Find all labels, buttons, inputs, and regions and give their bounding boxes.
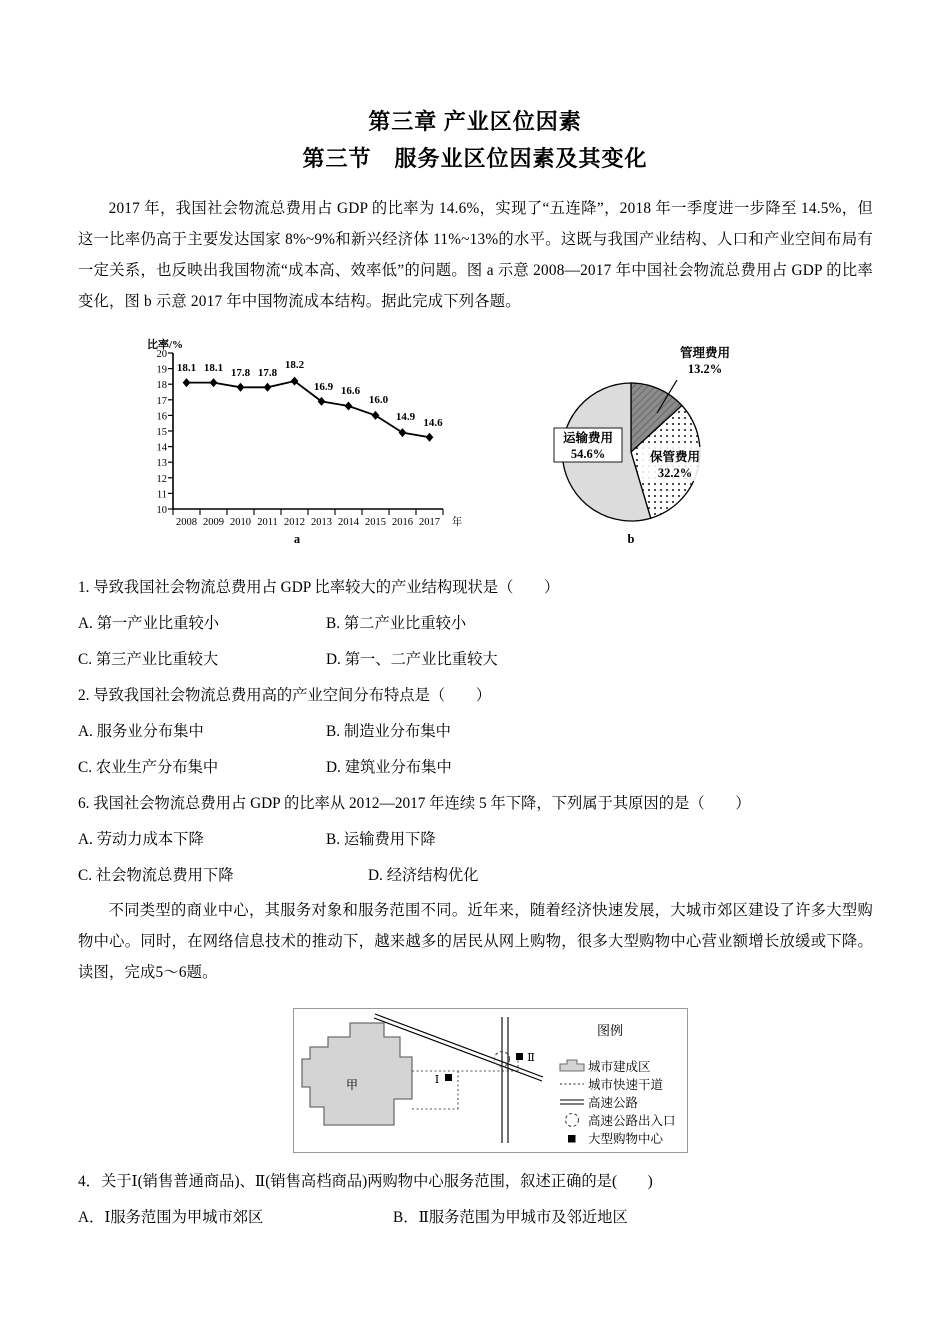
y-tick-18: 18 [156,380,167,392]
line-chart-ylabel: 比率/% [147,339,184,351]
y-tick-19: 19 [156,364,167,376]
figure-b-pie-chart [520,337,790,547]
legend-item-expressway [560,1095,639,1110]
question-1-stem: 1. 导致我国社会物流总费用占 GDP 比率较大的产业结构现状是（ ） [78,579,560,596]
expressway-vertical [502,1017,508,1143]
question-6-option-d[interactable]: D. 经济结构优化 [368,867,479,884]
data-label-2017: 14.6 [423,417,443,429]
data-label-2011: 17.8 [257,367,278,379]
data-label-2014: 16.6 [340,385,361,397]
pie-label-storage-name: 保管费用 [649,450,701,464]
y-tick-11: 11 [156,489,167,501]
question-1-option-b[interactable]: B. 第二产业比重较小 [326,615,467,632]
x-tick-2012: 2012 [284,517,305,528]
legend-item-expressway-entrance [566,1113,676,1128]
built-up-area-shape [302,1023,412,1125]
intro-paragraph: 2017 年，我国社会物流总费用占 GDP 的比率为 14.6%，实现了“五连降”，2018 年一季度进一步降至 14.5%，但这一比率仍高于主要发达国家 8%~9%和新兴经济体 11%~13%的水平。这既与我国产业结构、人口和产业空间布局有一定关系，也反映出我国物流“成本高、效率低”的问题。图 a 示意 2008—2017 年中国社会物流总费用占 GDP 的比率变化，图 b 示意 2017 年中国物流成本结构。据此完成下列各题。 [78,200,873,310]
question-1-option-c[interactable]: C. 第三产业比重较大 [78,651,219,668]
data-label-2016: 14.9 [395,411,416,423]
x-tick-2013: 2013 [311,517,332,528]
question-6-option-c[interactable]: C. 社会物流总费用下降 [78,867,234,884]
x-tick-2011: 2011 [257,517,278,528]
data-label-2010: 17.8 [230,367,251,379]
question-4-option-a[interactable]: A．Ⅰ服务范围为甲城市郊区 [78,1209,264,1226]
x-tick-2016: 2016 [392,517,413,528]
mall-2-label: Ⅱ [527,1052,535,1064]
legend-item-shopping-center [568,1131,664,1146]
mall-1-label: Ⅰ [434,1074,440,1086]
x-tick-2014: 2014 [338,517,359,528]
question-6-option-b[interactable]: B. 运输费用下降 [326,831,436,848]
chapter-title: 第三章 产业区位因素 [368,109,582,134]
data-label-2012: 18.2 [284,359,305,371]
y-tick-10: 10 [156,505,167,516]
legend-label-shopping-center: 大型购物中心 [588,1132,664,1146]
data-label-2008: 18.1 [176,362,197,374]
figure-a-line-chart [145,337,475,547]
x-tick-2009: 2009 [203,517,224,528]
pie-label-management-name: 管理费用 [679,346,731,360]
city-label-jia: 甲 [345,1078,359,1092]
line-chart-x-ticks [173,509,443,515]
y-tick-13: 13 [156,458,167,470]
data-label-2013: 16.9 [313,381,334,393]
data-label-2015: 16.0 [368,394,389,406]
mall-1-marker [445,1074,452,1081]
map-svg [294,1009,687,1152]
question-4-stem: 4．关于Ⅰ(销售普通商品)、Ⅱ(销售高档商品)两购物中心服务范围，叙述正确的是( ) [78,1173,653,1190]
legend-label-express-road: 城市快速干道 [588,1078,664,1092]
legend-label-expressway: 高速公路 [588,1096,639,1110]
data-label-2009: 18.1 [203,362,224,374]
figure-map-shopping-centers [293,1008,688,1153]
x-tick-2008: 2008 [176,517,197,528]
x-tick-2010: 2010 [230,517,251,528]
pie-label-storage-value: 32.2% [657,466,693,480]
pie-label-storage [641,447,709,481]
figure-a-caption: a [293,532,301,546]
pie-label-transport [554,428,622,462]
y-tick-16: 16 [156,411,167,423]
mall-2-marker [516,1053,523,1060]
question-2-stem: 2. 导致我国社会物流总费用高的产业空间分布特点是（ ） [78,687,492,704]
shopping-paragraph: 不同类型的商业中心，其服务对象和服务范围不同。近年来，随着经济快速发展，大城市郊区建设了许多大型购物中心。同时，在网络信息技术的推动下，越来越多的居民从网上购物，很多大型购物中心营业额增长放缓或下降。读图，完成5～6题。 [78,902,873,981]
line-chart-svg [145,337,475,547]
line-chart-data-labels [177,359,443,429]
legend-item-built-up-area [560,1059,651,1074]
pie-label-management-value: 13.2% [687,362,723,376]
question-2-option-b[interactable]: B. 制造业分布集中 [326,723,451,740]
legend-title: 图例 [596,1023,624,1038]
legend-label-expressway-entrance: 高速公路出入口 [588,1114,676,1128]
y-tick-14: 14 [156,442,167,454]
line-chart-markers [183,377,434,442]
dashed-circle-icon [566,1114,579,1127]
pie-label-management [680,345,730,376]
x-tick-2017: 2017 [419,517,440,528]
figure-b-caption: b [627,532,635,546]
line-chart-x-tick-labels [176,515,463,528]
line-chart-xlabel: 年 [451,517,463,528]
built-up-area-icon [560,1060,584,1071]
line-chart-y-tick-labels [157,349,168,516]
section-title: 第三节 服务业区位因素及其变化 [302,146,648,171]
x-tick-2015: 2015 [365,517,386,528]
question-2-option-d[interactable]: D. 建筑业分布集中 [326,759,452,776]
question-1-option-d[interactable]: D. 第一、二产业比重较大 [326,651,498,668]
legend-label-built-up-area: 城市建成区 [588,1060,651,1074]
question-4-option-b[interactable]: B．Ⅱ服务范围为甲城市及邻近地区 [393,1209,628,1226]
y-tick-17: 17 [156,395,167,407]
question-2-option-c[interactable]: C. 农业生产分布集中 [78,759,219,776]
pie-label-transport-value: 54.6% [570,447,606,461]
filled-square-icon [568,1135,576,1143]
y-tick-20: 20 [156,349,167,360]
y-tick-12: 12 [156,473,167,485]
pie-label-transport-name: 运输费用 [562,431,614,445]
line-chart-series-path [187,381,430,437]
pie-chart-svg [520,337,790,547]
question-1-option-a[interactable]: A. 第一产业比重较小 [78,615,220,632]
question-6-option-a[interactable]: A. 劳动力成本下降 [78,831,204,848]
question-6-stem: 6. 我国社会物流总费用占 GDP 的比率从 2012—2017 年连续 5 年下降，下列属于其原因的是（ ） [78,795,751,812]
y-tick-15: 15 [156,427,167,438]
question-2-option-a[interactable]: A. 服务业分布集中 [78,723,204,740]
legend-item-express-road [560,1077,664,1092]
